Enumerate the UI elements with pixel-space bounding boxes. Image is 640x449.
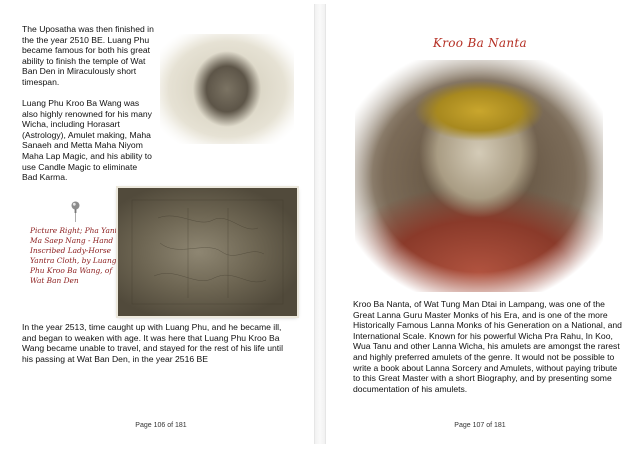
yantra-picture-caption: Picture Right; Pha Yant Ma Saep Nang - Hand Inscribed Lady-Horse Yantra Cloth, by Luang Phu Kroo Ba Wang, of Wat Ban Den <box>30 226 118 285</box>
yantra-cloth-photo <box>118 188 297 316</box>
chapter-title: Kroo Ba Nanta <box>432 36 527 50</box>
passing-paragraph <box>22 322 292 364</box>
right-page-number: Page 107 of 181 <box>454 422 506 429</box>
passing-paragraph-text: In the year 2513, time caught up with Luang Phu, and he became ill, and began to weaken with age. It was here that Luang Phu Kroo Ba Wang became unable to travel, and stayed for the rest of his life until his passing at Wat Ban Den, in the year 2516 BE <box>22 322 283 364</box>
luang-phu-portrait-photo <box>160 34 294 144</box>
kroo-ba-nanta-portrait-photo <box>355 60 603 292</box>
left-page-number: Page 106 of 181 <box>135 422 187 429</box>
wicha-paragraph: Luang Phu Kroo Ba Wang was also highly renowned for his many Wicha, including Horasart (Astrology), Amulet making, Maha Sanaeh and Metta Maha Niyom Maha Lap Magic, and his ability to use Candle Magic to eliminate Bad Karma. <box>22 98 152 183</box>
push-pin-icon <box>70 201 81 223</box>
kroo-ba-nanta-paragraph: Kroo Ba Nanta, of Wat Tung Man Dtai in Lampang, was one of the Great Lanna Guru Master Monks of his Era, and is one of the more Historically Famous Lanna Monks of his Generation on a National, and International Scale. Known for his powerful Wicha Pra Rahu, In Koo, Wua Tanu and other Lanna Wicha, his amulets are amongst the rarest and highly preferred amulets of the genre. It would not be possible to write a book about Lanna Sorcery and Amulets, without paying tribute to this Great Master with a short Biography, and by presenting some documentation of his amulets. <box>353 299 622 394</box>
book-gutter <box>315 4 325 444</box>
uposatha-paragraph: The Uposatha was then finished in the the year 2510 BE. Luang Phu became famous for both his great ability to finish the temple of Wat Ban Den in Miraculously short timespan. <box>22 24 154 87</box>
